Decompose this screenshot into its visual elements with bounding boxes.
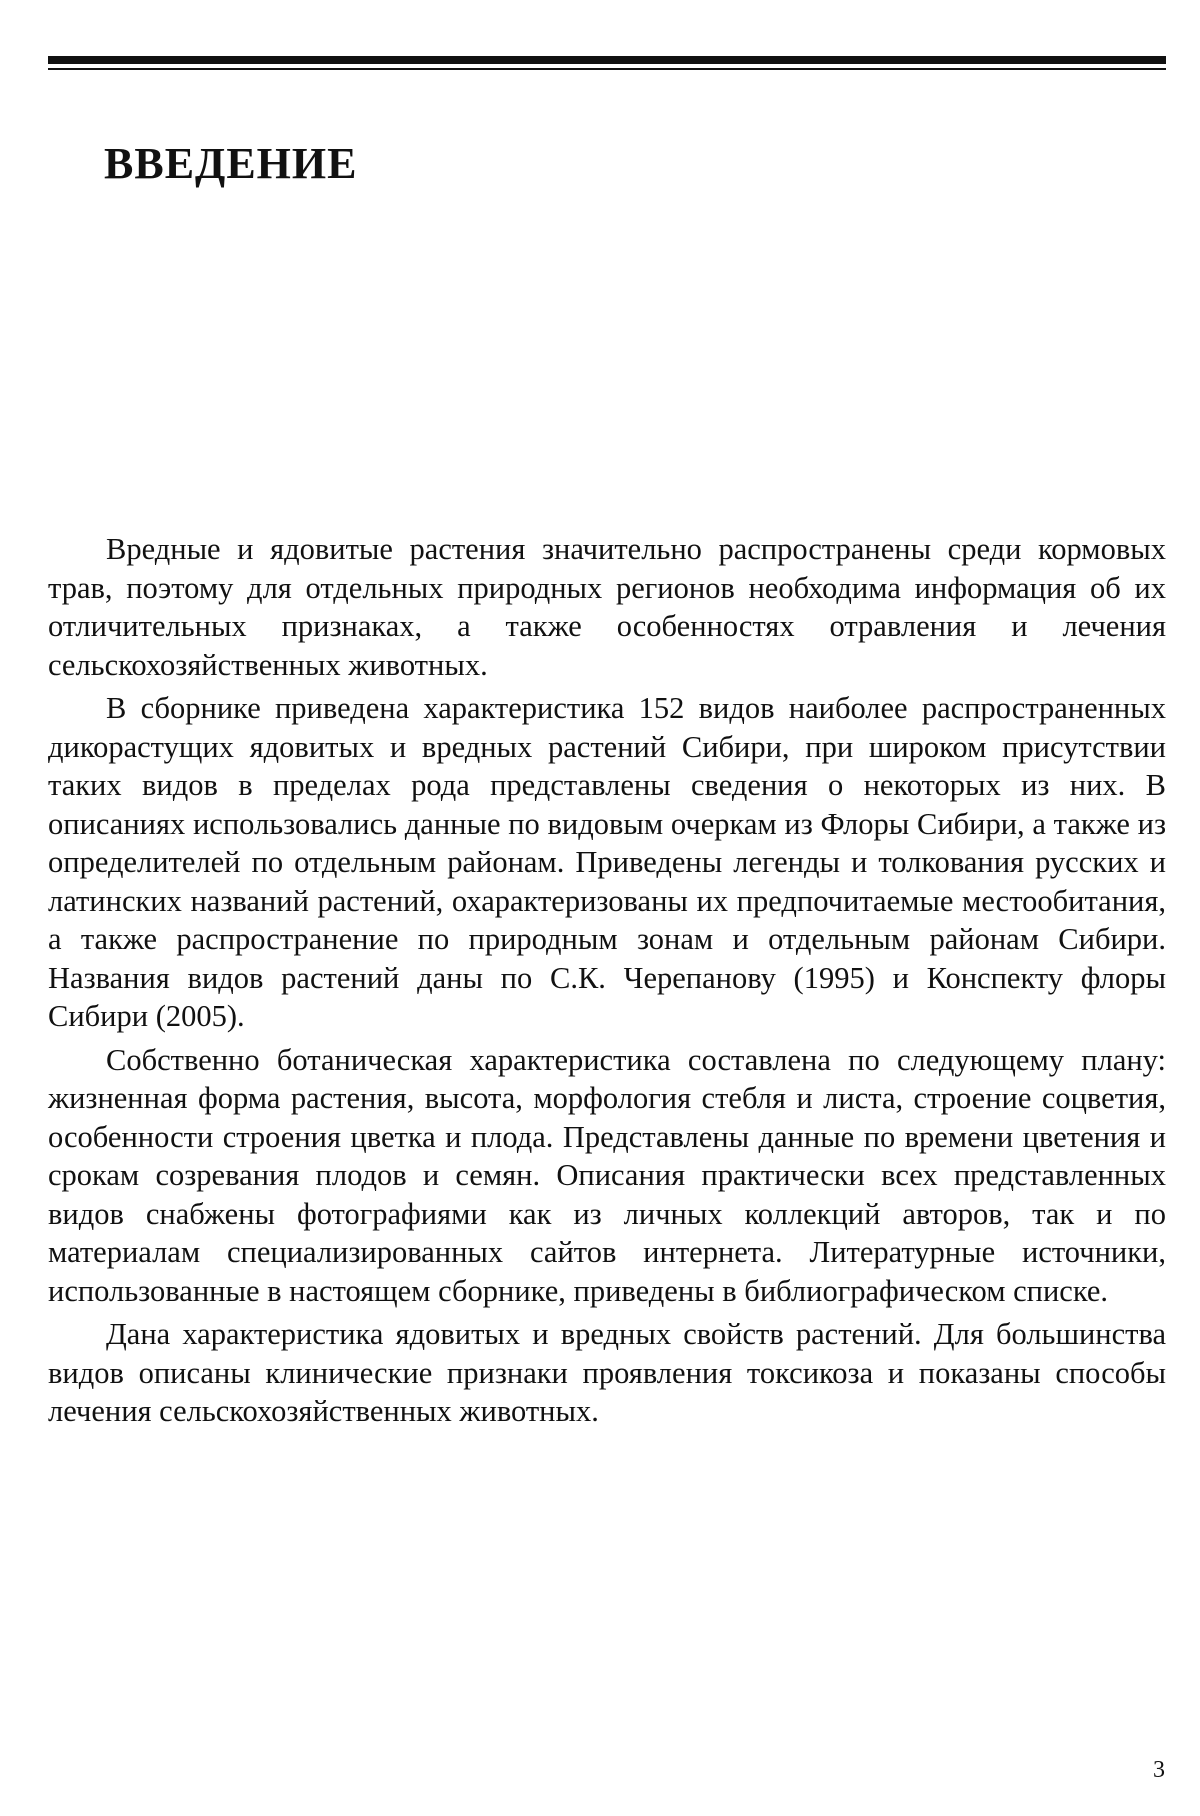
paragraph-1: Вредные и ядовитые растения значительно распространены среди кормовых трав, поэтому для отдельных природных регионов необходима информация об их отличительных признаках, а также особенностях отравления и лечения сельскохозяйственных животных. [48,532,1166,682]
page-title: ВВЕДЕНИЕ [104,139,358,188]
paragraph-3: Собственно ботаническая характеристика составлена по следующему плану: жизненная форма растения, высота, морфология стебля и листа, строение соцветия, особенности строения цветка и плода. Представлены данные по времени цветения и срокам созревания плодов и семян. Описания практически всех представленных видов снабжены фотографиями как из личных коллекций авторов, так и по материалам специализированных сайтов интернета. Литературные источники, использованные в настоящем сборнике, приведены в библиографическом списке. [48,1042,1166,1308]
introduction-body [48,530,1166,1436]
paragraph-4: Дана характеристика ядовитых и вредных свойств растений. Для большинства видов описаны клинические признаки проявления токсикоза и показаны способы лечения сельскохозяйственных животных. [48,1317,1166,1428]
header-rule-thin [48,68,1166,70]
page-number: 3 [1153,1757,1165,1783]
paragraph-2: В сборнике приведена характеристика 152 видов наиболее распространенных дикорастущих ядовитых и вредных растений Сибири, при широком присутствии таких видов в пределах рода представлены сведения о некоторых из них. В описаниях использовались данные по видовым очеркам из Флоры Сибири, а также из определителей по отдельным районам. Приведены легенды и толкования русских и латинских названий растений, охарактеризованы их предпочитаемые местообитания, а также распространение по природным зонам и отдельным районам Сибири. Названия видов растений даны по С.К. Черепанову (1995) и Конспекту флоры Сибири (2005). [48,691,1166,1033]
header-rule-thick [48,56,1166,64]
